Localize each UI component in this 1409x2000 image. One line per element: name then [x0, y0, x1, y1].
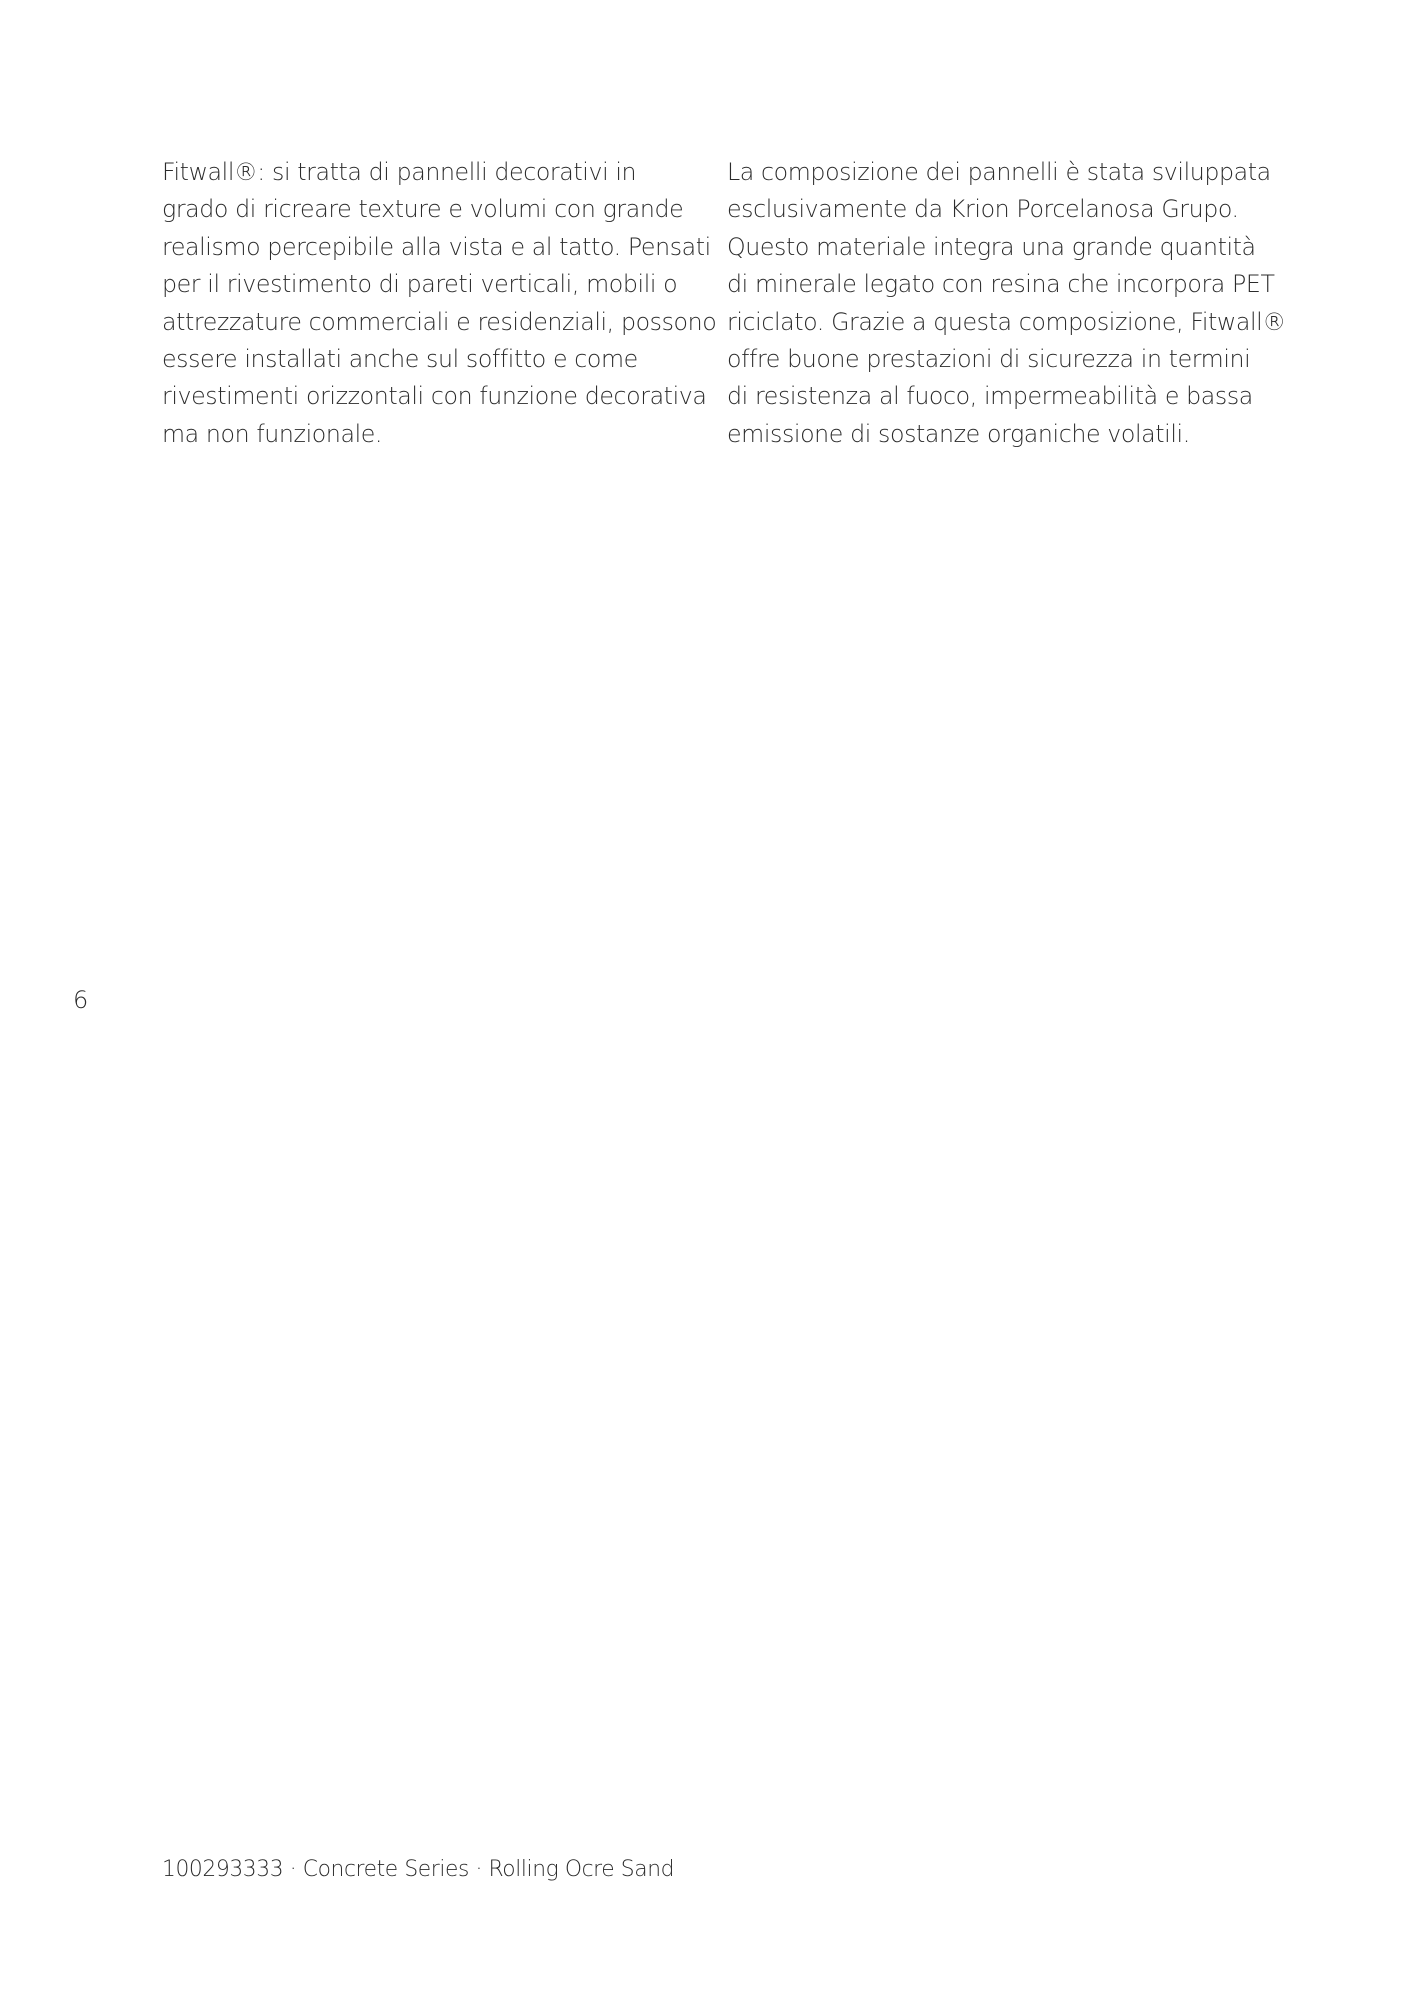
footer-caption: 100293333 · Concrete Series · Rolling Ocre Sand [162, 1857, 675, 1882]
text-line: riciclato. Grazie a questa composizione, Fitwall® [727, 307, 1286, 336]
text-line: emissione di sostanze organiche volatili. [727, 419, 1190, 448]
right-paragraph [727, 154, 1287, 453]
text-line: per il rivestimento di pareti verticali, mobili o [162, 270, 678, 299]
text-line: offre buone prestazioni di sicurezza in termini [727, 345, 1251, 374]
text-line: Questo materiale integra una grande quantità [727, 232, 1256, 261]
text-line: Fitwall®: si tratta di pannelli decorativi in [162, 158, 637, 186]
text-line: esclusivamente da Krion Porcelanosa Grupo. [727, 195, 1239, 224]
text-line: realismo percepibile alla vista e al tatto. Pensati [162, 232, 711, 261]
text-line: di minerale legato con resina che incorpora PET [727, 270, 1275, 299]
text-line: ma non funzionale. [162, 419, 383, 448]
text-line: attrezzature commerciali e residenziali, possono [162, 307, 717, 336]
left-paragraph [162, 154, 717, 453]
text-line: La composizione dei pannelli è stata sviluppata [727, 158, 1271, 186]
page-number: 6 [73, 986, 89, 1014]
text-line: rivestimenti orizzontali con funzione decorativa [162, 382, 707, 411]
text-line: grado di ricreare texture e volumi con grande [162, 195, 684, 224]
text-line: essere installati anche sul soffitto e come [162, 345, 638, 374]
text-line: di resistenza al fuoco, impermeabilità e bassa [727, 382, 1253, 411]
